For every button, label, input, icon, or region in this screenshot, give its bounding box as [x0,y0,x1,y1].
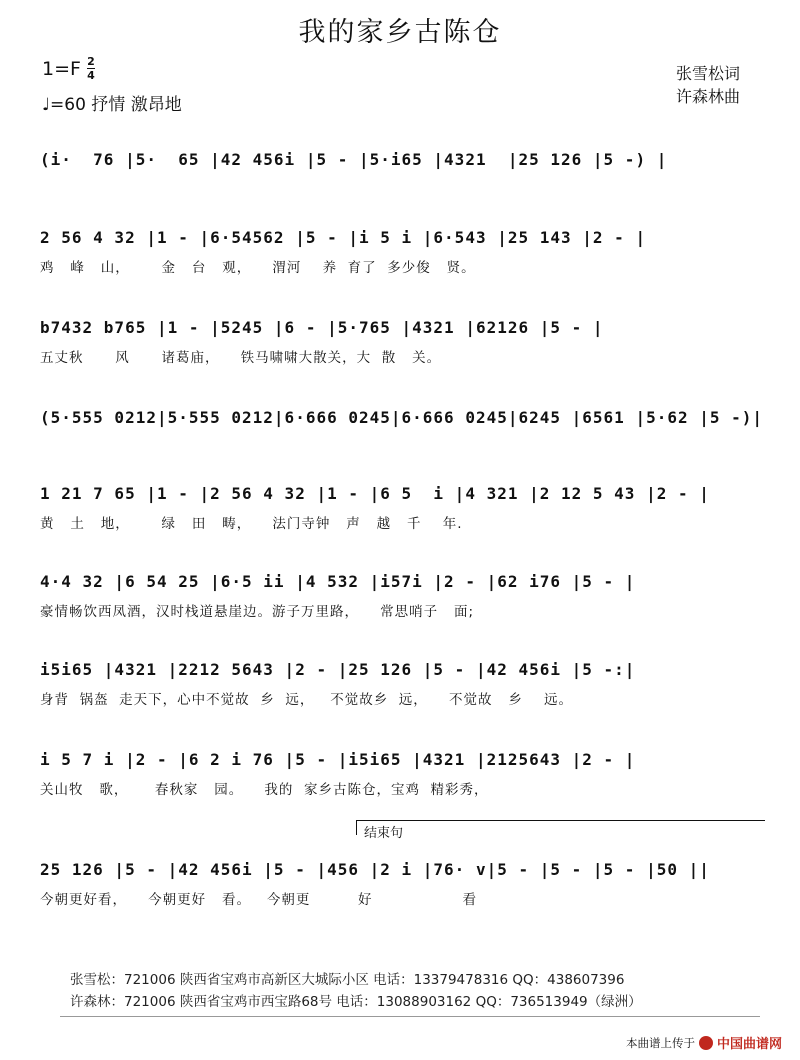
score-row-3 [40,316,770,368]
lyric-line: 黄 土 地， 绿 田 畴， 法门寺钟 声 越 千 年. [40,516,463,532]
composer: 许森林曲 [675,87,740,106]
lyric-line: 今朝更好看， 今朝更好 看。 今朝更 好 看 [40,892,477,908]
contact-composer: 许森林：721006 陕西省宝鸡市西宝路68号 电话：13088903162 QQ：736513949（绿洲） [70,994,642,1010]
tempo-marking: ♩=60 抒情 激昂地 [42,95,182,115]
credits [676,62,740,108]
lyric-line: 鸡 峰 山， 金 台 观， 渭河 养 育了 多少俊 贤。 [40,260,476,276]
lyric-line: 五丈秋 风 诸葛庙， 铁马啸啸大散关，大 散 关。 [40,350,442,366]
song-title: 我的家乡古陈仓 [298,17,502,48]
lyric-line: 关山牧 歌， 春秋家 园。 我的 家乡古陈仓，宝鸡 精彩秀， [40,782,489,798]
score-row-5 [40,482,770,534]
score-row-1 [40,148,770,200]
lyric-line: 豪情畅饮西凤酒，汉时栈道悬崖边。游子万里路， 常思哨子 面; [40,604,475,620]
key-label: 1=F [42,57,81,80]
notation-line: i 5 7 i |2 - |6 2 i 76 |5 - |i5i65 |4321 |2125643 |2 - | [40,750,636,769]
score-row-7 [40,658,770,710]
ending-bracket [356,820,765,835]
lyric-line: 身背 锅盔 走天下，心中不觉故 乡 远， 不觉故乡 远， 不觉故 乡 远。 [40,692,573,708]
site-name[interactable]: 中国曲谱网 [716,1037,782,1052]
upload-text: 本曲谱上传于 [625,1035,695,1050]
notation-line: 1 21 7 65 |1 - |2 56 4 32 |1 - |6 5 i |4 321 |2 12 5 43 |2 - | [40,484,710,503]
time-signature [87,56,95,81]
notation-line: 2 56 4 32 |1 - |6·54562 |5 - |i 5 i |6·543 |25 143 |2 - | [40,228,647,247]
notation-line: b7432 b765 |1 - |5245 |6 - |5·765 |4321 |62126 |5 - | [40,318,604,337]
ending-label: 结束句 [362,822,405,841]
notation-line: 25 126 |5 - |42 456i |5 - |456 |2 i |76· v|5 - |5 - |5 - |50 || [40,860,710,879]
notation-line: (i· 76 |5· 65 |42 456i |5 - |5·i65 |4321 |25 126 |5 -) | [40,150,668,169]
score-row-4 [40,406,770,458]
contact-lyricist: 张雪松：721006 陕西省宝鸡市高新区大城际小区 电话：13379478316 QQ：438607396 [70,972,625,988]
score-row-8 [40,748,770,800]
key-signature [42,56,95,81]
notation-line: (5·555 0212|5·555 0212|6·666 0245|6·666 0245|6245 |6561 |5·62 |5 -)| [40,408,764,427]
lyric-line [40,438,770,458]
site-logo-icon [699,1036,713,1050]
score-row-6 [40,570,770,622]
time-bottom: 4 [87,69,95,82]
notation-line: i5i65 |4321 |2212 5643 |2 - |25 126 |5 - |42 456i |5 -:| [40,660,636,679]
lyricist: 张雪松词 [675,64,740,83]
score-row-9 [40,858,770,910]
time-top: 2 [87,55,95,68]
score-row-2 [40,226,770,278]
upload-notice [626,1033,782,1052]
notation-line: 4·4 32 |6 54 25 |6·5 ii |4 532 |i57i |2 - |62 i76 |5 - | [40,572,636,591]
footer-divider [60,1016,760,1017]
lyric-line [40,180,770,200]
